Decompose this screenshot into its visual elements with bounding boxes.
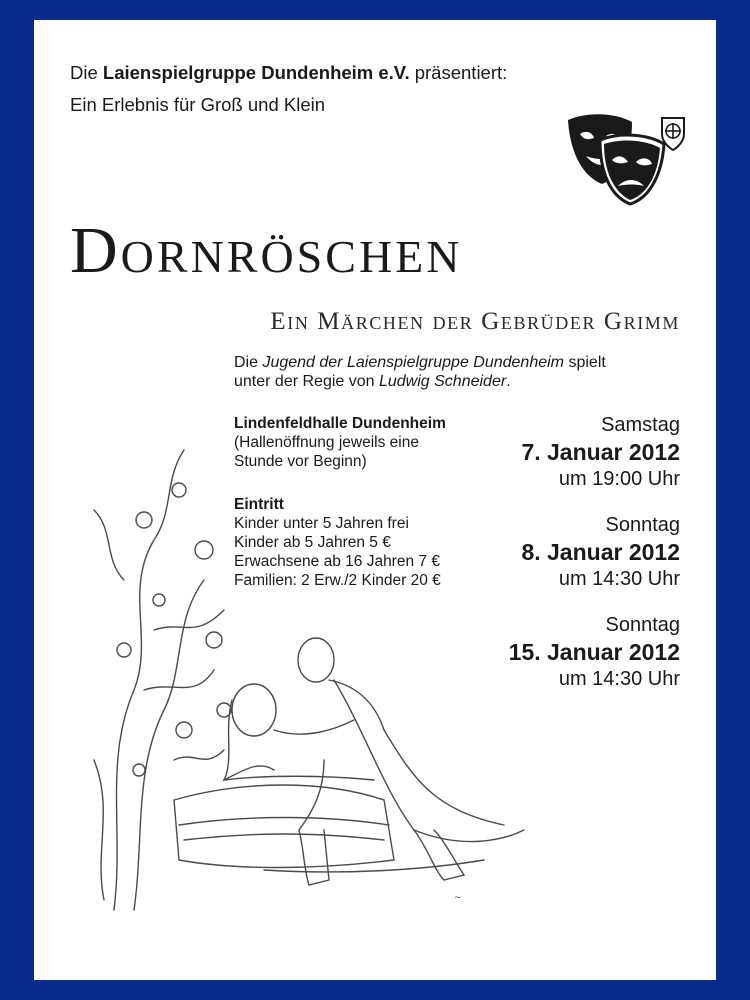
performance-weekday: Sonntag	[605, 514, 680, 536]
header-prefix: Die	[70, 62, 103, 83]
poster-page	[34, 20, 716, 980]
play-title: Dornröschen	[70, 214, 463, 287]
header-line-2: Ein Erlebnis für Groß und Klein	[70, 94, 326, 115]
header-line-1	[70, 62, 507, 84]
theater-masks-icon	[566, 110, 686, 206]
credits-suffix: spielt	[564, 354, 606, 371]
credits-line-1	[234, 353, 606, 372]
performance-date: 15. Januar 2012	[508, 639, 680, 665]
venue-note-1: (Hallenöffnung jeweils eine	[234, 434, 419, 451]
performance-3	[450, 613, 680, 691]
performance-weekday: Samstag	[601, 414, 680, 436]
director-prefix: unter der Regie von	[234, 373, 379, 390]
performance-1	[450, 413, 680, 491]
performance-time: um 14:30 Uhr	[558, 668, 680, 690]
admission-line: Kinder ab 5 Jahren 5 €	[234, 534, 391, 551]
play-subtitle: Ein Märchen der Gebrüder Grimm	[270, 308, 680, 335]
performance-time: um 14:30 Uhr	[558, 568, 680, 590]
header-suffix: präsentiert:	[409, 62, 508, 83]
performance-date: 8. Januar 2012	[521, 539, 680, 565]
performance-time: um 19:00 Uhr	[558, 468, 680, 490]
admission-line: Erwachsene ab 16 Jahren 7 €	[234, 553, 440, 570]
credits-prefix: Die	[234, 354, 263, 371]
artist-signature: ~	[454, 893, 462, 903]
credits-line-2	[234, 372, 511, 391]
director-name: Ludwig Schneider	[378, 373, 507, 390]
venue-name: Lindenfeldhalle Dundenheim	[234, 415, 446, 432]
ensemble-name: Jugend der Laienspielgruppe Dundenheim	[262, 354, 565, 371]
admission-block	[234, 495, 441, 590]
performance-2	[450, 513, 680, 591]
performance-date: 7. Januar 2012	[521, 439, 680, 465]
organizer-name: Laienspielgruppe Dundenheim e.V.	[102, 62, 410, 83]
director-suffix: .	[506, 373, 511, 390]
venue-block	[234, 414, 446, 471]
performance-weekday: Sonntag	[605, 614, 680, 636]
admission-line: Familien: 2 Erw./2 Kinder 20 €	[234, 572, 441, 589]
performance-dates	[450, 413, 680, 713]
admission-line: Kinder unter 5 Jahren frei	[234, 515, 409, 532]
venue-note-2: Stunde vor Beginn)	[234, 453, 367, 470]
admission-heading: Eintritt	[234, 496, 284, 513]
